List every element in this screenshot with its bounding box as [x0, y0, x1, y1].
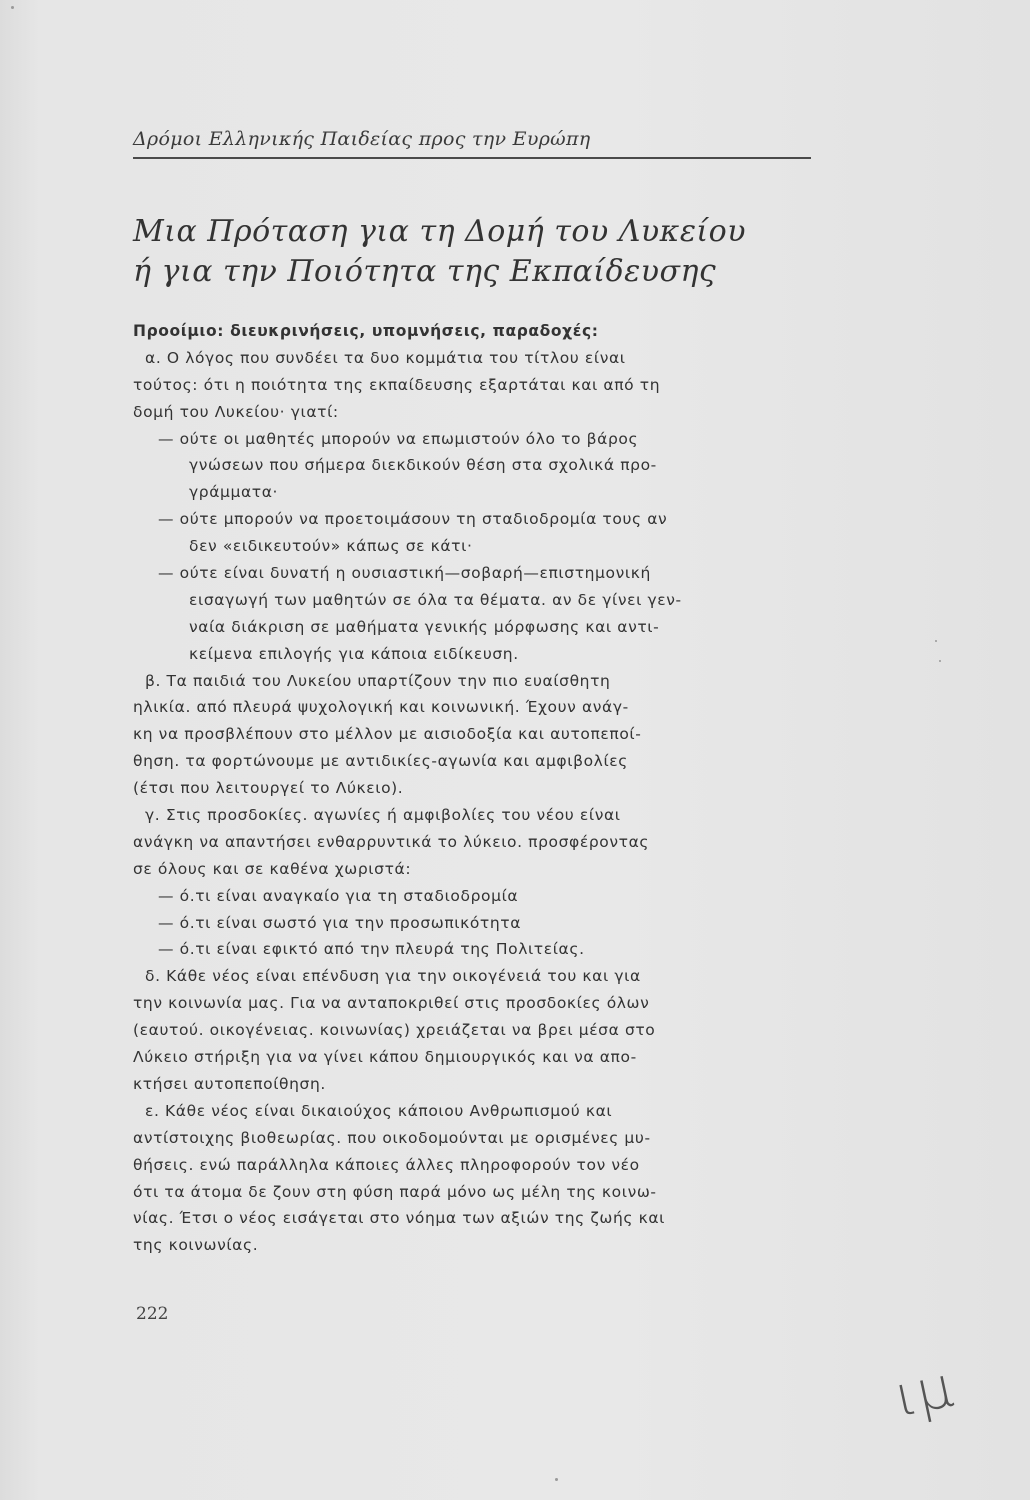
list-item-line: — ούτε οι μαθητές μπορούν να επωμιστούν όλο το βάρος — [158, 429, 639, 448]
paragraph-d-line: (εαυτού. οικογένειας. κοινωνίας) χρειάζεται να βρει μέσα στο — [133, 1021, 656, 1040]
paragraph-e-line: ότι τα άτομα δε ζουν στη φύση παρά μόνο ως μέλη της κοινω- — [133, 1182, 657, 1201]
paragraph-d-line: Λύκειο στήριξη για να γίνει κάπου δημιουργικός και να απο- — [133, 1048, 637, 1067]
paragraph-d-line: την κοινωνία μας. Για να ανταποκριθεί στις προσδοκίες όλων — [133, 994, 650, 1013]
paragraph-d-line: κτήσει αυτοπεποίθηση. — [133, 1074, 326, 1093]
paragraph-c-line: γ. Στις προσδοκίες. αγωνίες ή αμφιβολίες του νέου είναι — [145, 806, 621, 825]
page-number: 222 — [136, 1304, 169, 1324]
paragraph-a-line: α. Ο λόγος που συνδέει τα δυο κομμάτια του τίτλου είναι — [145, 348, 626, 367]
list-item-line: — ό.τι είναι εφικτό από την πλευρά της Πολιτείας. — [158, 940, 585, 959]
section-subtitle: Προοίμιο: διευκρινήσεις, υπομνήσεις, παραδοχές: — [133, 322, 599, 340]
paragraph-e-line: νίας. Έτσι ο νέος εισάγεται στο νόημα των αξιών της ζωής και — [133, 1209, 665, 1228]
title-line: Μια Πρόταση για τη Δομή του Λυκείου — [133, 214, 746, 249]
paragraph-e-line: θήσεις. ενώ παράλληλα κάποιες άλλες πληροφορούν τον νέο — [133, 1155, 640, 1174]
article-body — [133, 318, 813, 1259]
scan-speck — [939, 660, 941, 662]
list-item-line: ναία διάκριση σε μαθήματα γενικής μόρφωσης και αντι- — [189, 617, 660, 636]
list-item-line: εισαγωγή των μαθητών σε όλα τα θέματα. αν δε γίνει γεν- — [189, 590, 682, 609]
list-item-line: — ούτε μπορούν να προετοιμάσουν τη σταδιοδρομία τους αν — [158, 510, 668, 529]
running-header: Δρόμοι Ελληνικής Παιδείας προς την Ευρώπη — [133, 128, 591, 150]
article-title — [133, 212, 833, 292]
paragraph-b-line: θηση. τα φορτώνουμε με αντιδικίες-αγωνία και αμφιβολίες — [133, 752, 628, 771]
paragraph-e-line: αντίστοιχης βιοθεωρίας. που οικοδομούνται με ορισμένες μυ- — [133, 1128, 651, 1147]
list-item-line: γνώσεων που σήμερα διεκδικούν θέση στα σχολικά προ- — [189, 456, 657, 475]
paragraph-b-line: ηλικία. από πλευρά ψυχολογική και κοινωνική. Έχουν ανάγ- — [133, 698, 629, 717]
paragraph-c-line: ανάγκη να απαντήσει ενθαρρυντικά το λύκειο. προσφέροντας — [133, 832, 650, 851]
paragraph-a-line: τούτος: ότι η ποιότητα της εκπαίδευσης εξαρτάται και από τη — [133, 375, 661, 394]
scan-speck — [935, 640, 937, 642]
scan-speck — [11, 6, 14, 9]
paragraph-b-line: (έτσι που λειτουργεί το Λύκειο). — [133, 779, 404, 798]
list-item-line: κείμενα επιλογής για κάποια ειδίκευση. — [189, 644, 519, 663]
paragraph-e-line: ε. Κάθε νέος είναι δικαιούχος κάποιου Ανθρωπισμού και — [145, 1101, 613, 1120]
list-item-line: — ό.τι είναι σωστό για την προσωπικότητα — [158, 913, 522, 932]
handwritten-mark: ιμ — [888, 1354, 959, 1431]
header-rule — [133, 157, 811, 159]
list-item-line: γράμματα· — [189, 483, 279, 502]
list-item-line: — ό.τι είναι αναγκαίο για τη σταδιοδρομία — [158, 886, 519, 905]
paragraph-c-line: σε όλους και σε καθένα χωριστά: — [133, 859, 412, 878]
list-item-line: δεν «ειδικευτούν» κάπως σε κάτι· — [189, 537, 473, 556]
paragraph-a-line: δομή του Λυκείου· γιατί: — [133, 402, 339, 421]
paragraph-d-line: δ. Κάθε νέος είναι επένδυση για την οικογένειά του και για — [145, 967, 641, 986]
paragraph-e-line: της κοινωνίας. — [133, 1236, 259, 1255]
paragraph-b-line: κη να προσβλέπουν στο μέλλον με αισιοδοξία και αυτοπεποί- — [133, 725, 642, 744]
list-item-line: — ούτε είναι δυνατή η ουσιαστική—σοβαρή—επιστημονική — [158, 564, 651, 583]
title-line: ή για την Ποιότητα της Εκπαίδευσης — [133, 254, 717, 289]
scan-speck — [555, 1478, 558, 1481]
paragraph-b-line: β. Τα παιδιά του Λυκείου υπαρτίζουν την πιο ευαίσθητη — [145, 671, 611, 690]
